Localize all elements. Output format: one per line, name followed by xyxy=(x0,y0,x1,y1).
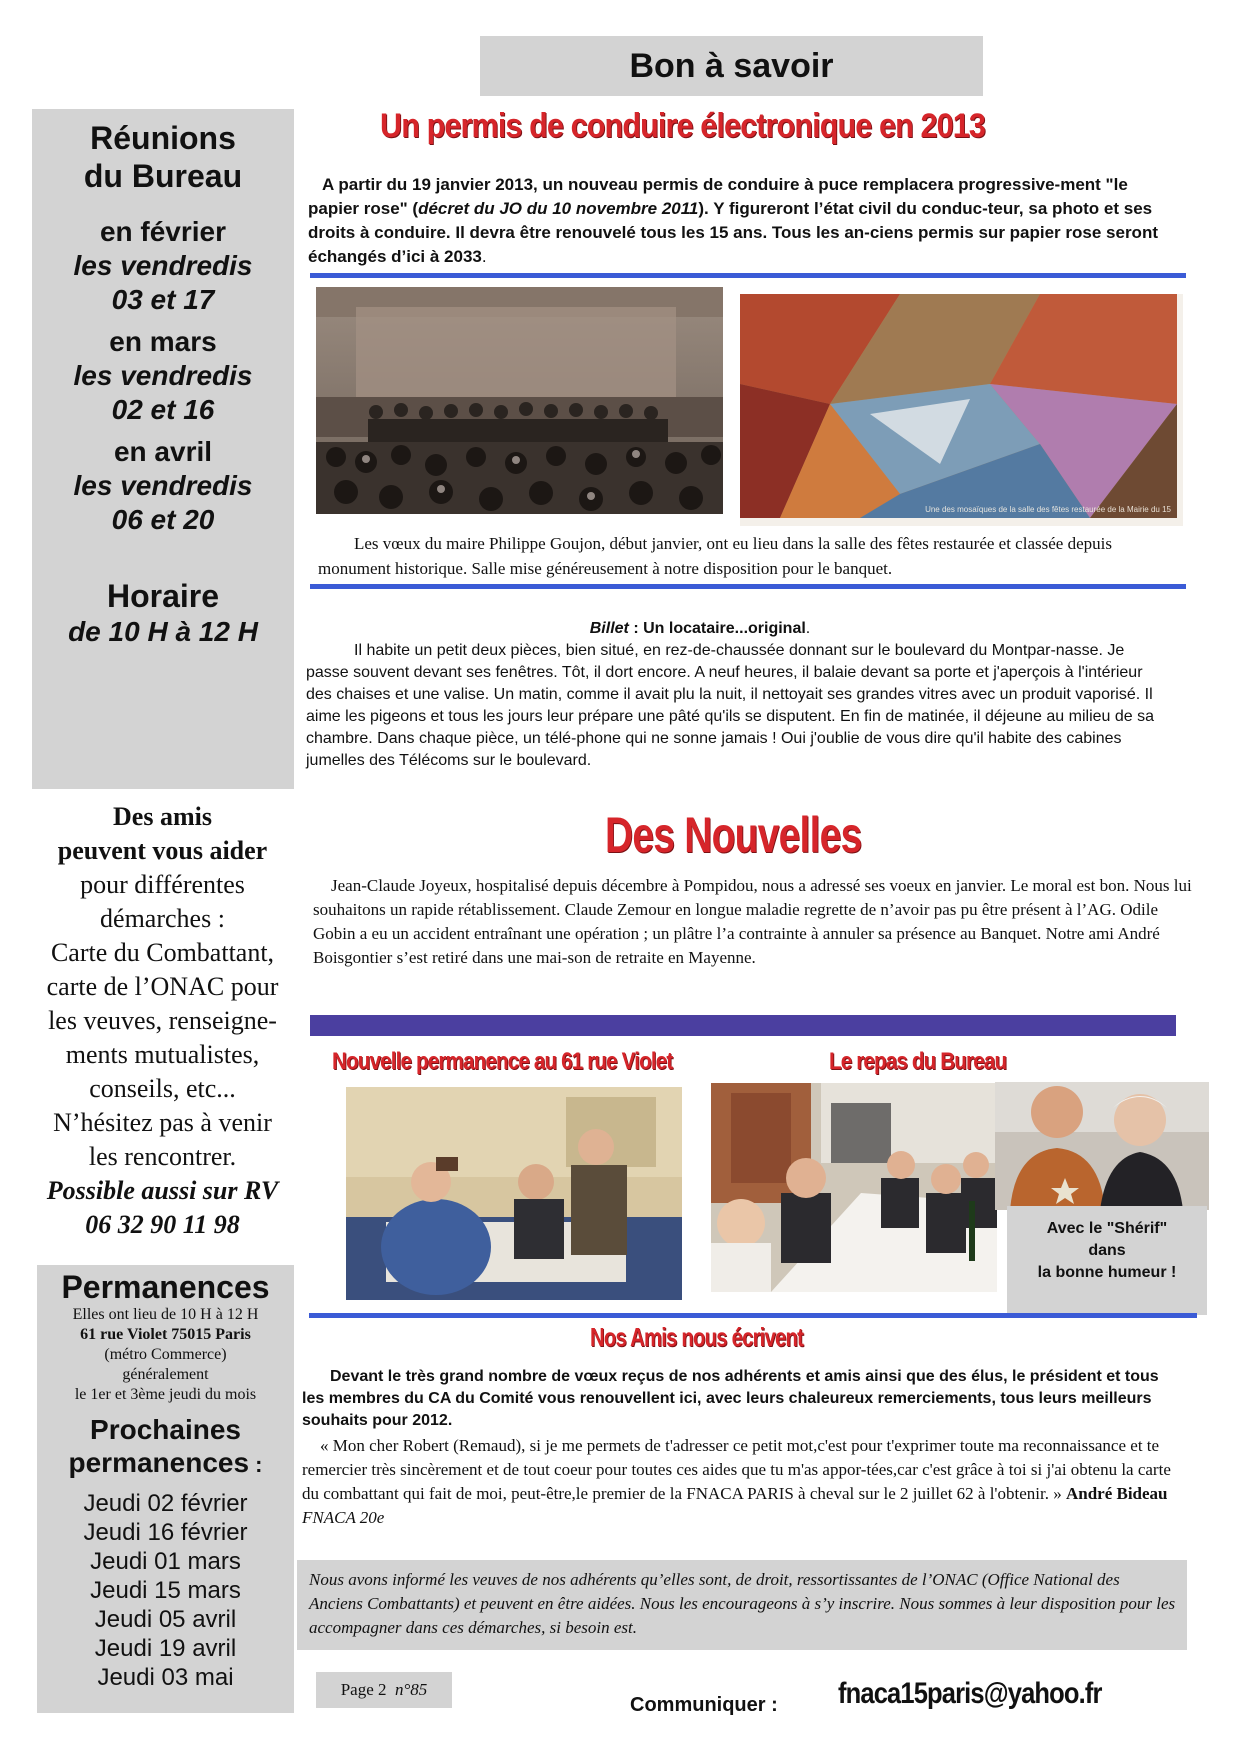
billet-body: Il habite un petit deux pièces, bien situé, en rez-de-chaussée donnant sur le boulevard du Montpar-nasse. Je passe souvent devant ses fenêtres. Tôt, il dort encore. A neuf heures, il balaie devant sa porte et j'aperçois à l'intérieur des chaises et une valise. Un matin, comme il avait plu la nuit, il nettoyait ses grandes vitres avec un produit vaporisé. Il aime les pigeons et tous les jours leur prépare une pâté qu'ils se disputent. En fin de matinée, il déjeune au milieu de sa chambre. Dans chaque pièce, un télé-phone qui ne sonne jamais ! Oui j'oublie de vous dire qu'il habite des cabines jumelles des Télécoms sur le boulevard. xyxy=(306,642,1155,769)
amis-line: Des amis xyxy=(113,802,212,831)
bureau-title-line1: Réunions xyxy=(90,120,236,156)
perm-address: 61 rue Violet 75015 Paris xyxy=(80,1326,251,1343)
perm-date: Jeudi 15 mars xyxy=(90,1577,241,1604)
purple-band xyxy=(310,1015,1176,1036)
amis-ecrivent-title: Nos Amis nous écrivent xyxy=(590,1322,804,1352)
amis-ecrivent-letter: « Mon cher Robert (Remaud), si je me permets de t'adresser ce petit mot,c'est pour t'exprimer toute ma reconnaissance et te remercier très sincèrement et de tout coeur pour toutes ces aides que tu m'as appor-tées,car c'est grâce à toi si j'ai obtenu la carte du combattant qui fait de moi, peut-être,le premier de la FNACA PARIS à cheval sur le 2 juillet 62 à l'obtenir. » André Bideau FNACA 20e xyxy=(302,1436,1171,1527)
amis-phone: 06 32 90 11 98 xyxy=(85,1210,240,1239)
contact-email[interactable]: fnaca15paris@yahoo.fr xyxy=(838,1677,1102,1710)
amis-line: les veuves, renseigne- xyxy=(48,1006,277,1035)
page-label: Page 2 xyxy=(340,1680,387,1699)
bureau-meetings-box xyxy=(32,109,294,789)
sherif-caption-line: la bonne humeur ! xyxy=(1037,1264,1177,1281)
permis-paragraph: A partir du 19 janvier 2013, un nouveau permis de conduire à puce remplacera progressive-ment "le papier rose" (décret du JO du 10 novembre 2011). Y figureront l’état civil du conduc-teur, sa photo et ses droits à conduire. Il devra être renouvelé tous les 15 ans. Tous les an-ciens permis sur papier rose seront échangés d’ici à 2033. xyxy=(308,175,1158,266)
permanences-box xyxy=(37,1265,294,1713)
perm-info: Elles ont lieu de 10 H à 12 H xyxy=(72,1306,259,1323)
amis-line: conseils, etc... xyxy=(89,1074,236,1103)
amis-line: Carte du Combattant, xyxy=(50,938,275,967)
perm-date: Jeudi 01 mars xyxy=(90,1548,241,1575)
amis-line: peuvent vous aider xyxy=(57,836,268,865)
amis-line: pour différentes xyxy=(80,870,245,899)
billet-title: Billet : Un locataire...original. xyxy=(589,620,811,637)
nouvelles-body: Jean-Claude Joyeux, hospitalisé depuis décembre à Pompidou, nous a adressé ses voeux en janvier. Le moral est bon. Nous lui souhaitons un rapide rétablissement. Claude Zemour en longue maladie regrette de n’avoir pas pu être présent à l’AG. Odile Gobin a eu un accident entraînant une opération ; un plâtre l’a contrainte à annuler sa présence au Banquet. Notre ami André Boisgontier s’est retiré dans une mai-son de retraite en Mayenne. xyxy=(313,876,1192,967)
amis-line: les rencontrer. xyxy=(88,1142,237,1171)
bureau-days-label: les vendredis xyxy=(73,360,253,391)
amis-line: démarches : xyxy=(100,904,225,933)
permanence-photo-title: Nouvelle permanence au 61 rue Violet xyxy=(332,1048,673,1075)
section-header xyxy=(480,36,983,96)
issue-number: n°85 xyxy=(394,1680,428,1699)
divider xyxy=(310,273,1186,278)
nouvelles-title: Des Nouvelles xyxy=(605,807,862,863)
communiquer-label: Communiquer : xyxy=(630,1694,778,1716)
mosaic-caption: Une des mosaïques de la salle des fêtes restaurée de la Mairie du 15 xyxy=(925,505,1171,514)
sherif-photo xyxy=(995,1082,1209,1210)
bureau-dates: 02 et 16 xyxy=(111,394,215,425)
sherif-caption-box xyxy=(1007,1206,1207,1315)
bureau-days-label: les vendredis xyxy=(73,470,253,501)
repas-title: Le repas du Bureau xyxy=(829,1048,1007,1075)
divider xyxy=(309,1313,1197,1318)
bureau-month: en février xyxy=(99,216,227,247)
bureau-dates: 06 et 20 xyxy=(111,504,215,535)
page-number-box xyxy=(316,1672,452,1708)
permanence-photo xyxy=(346,1087,682,1300)
amis-line: N’hésitez pas à venir xyxy=(53,1108,272,1137)
perm-info: le 1er et 3ème jeudi du mois xyxy=(74,1386,257,1403)
perm-date: Jeudi 05 avril xyxy=(94,1606,237,1633)
bureau-days-label: les vendredis xyxy=(73,250,253,281)
veuves-note: Nous avons informé les veuves de nos adhérents qu’elles sont, de droit, ressortissantes de l’ONAC (Office National des Anciens Combattants) et peuvent en être aidées. Nous les encourageons à s’y inscrire. Nous sommes à leur disposition pour les accompagner dans ces démarches, si besoin est. xyxy=(309,1570,1176,1637)
next-perm-title: Prochaines xyxy=(90,1414,241,1445)
bureau-dates: 03 et 17 xyxy=(111,284,215,315)
voeux-ceremony-photo xyxy=(316,287,723,514)
horaire-value: de 10 H à 12 H xyxy=(68,616,258,647)
friends-help-block xyxy=(20,800,305,1242)
divider xyxy=(310,584,1186,589)
mosaic-photo xyxy=(740,294,1183,526)
bureau-month: en avril xyxy=(113,436,213,467)
horaire-label: Horaire xyxy=(106,578,220,614)
repas-photo xyxy=(711,1083,997,1292)
perm-date: Jeudi 19 avril xyxy=(94,1635,237,1662)
bureau-month: en mars xyxy=(109,326,217,357)
voeux-caption: Les vœux du maire Philippe Goujon, début janvier, ont eu lieu dans la salle des fêtes restaurée et classée depuis monument historique. Salle mise généreusement à notre disposition pour le banquet. xyxy=(318,534,1112,578)
perm-date: Jeudi 16 février xyxy=(83,1519,248,1546)
perm-info: (métro Commerce) xyxy=(104,1346,227,1363)
amis-line: carte de l’ONAC pour xyxy=(46,972,279,1001)
permanences-title: Permanences xyxy=(61,1269,270,1305)
sherif-caption-line: dans xyxy=(1088,1242,1126,1259)
sherif-caption-line: Avec le "Shérif" xyxy=(1046,1220,1168,1237)
veuves-note-box xyxy=(297,1560,1187,1650)
section-title: Bon à savoir xyxy=(629,47,834,85)
bureau-title-line2: du Bureau xyxy=(83,158,243,194)
permis-title: Un permis de conduire électronique en 2013 xyxy=(380,107,985,145)
perm-date: Jeudi 03 mai xyxy=(97,1664,234,1691)
perm-date: Jeudi 02 février xyxy=(83,1490,248,1517)
next-perm-title: permanences : xyxy=(68,1447,263,1478)
amis-line: Possible aussi sur RV xyxy=(46,1176,279,1205)
perm-info: généralement xyxy=(122,1366,209,1383)
amis-ecrivent-intro: Devant le très grand nombre de vœux reçus de nos adhérents et amis ainsi que des élus, le président et tous les membres du CA du Comité vous renouvellent ici, avec leurs chaleureux remerciements, tous leurs meilleurs souhaits pour 2012. xyxy=(302,1368,1159,1429)
amis-line: ments mutualistes, xyxy=(65,1040,260,1069)
